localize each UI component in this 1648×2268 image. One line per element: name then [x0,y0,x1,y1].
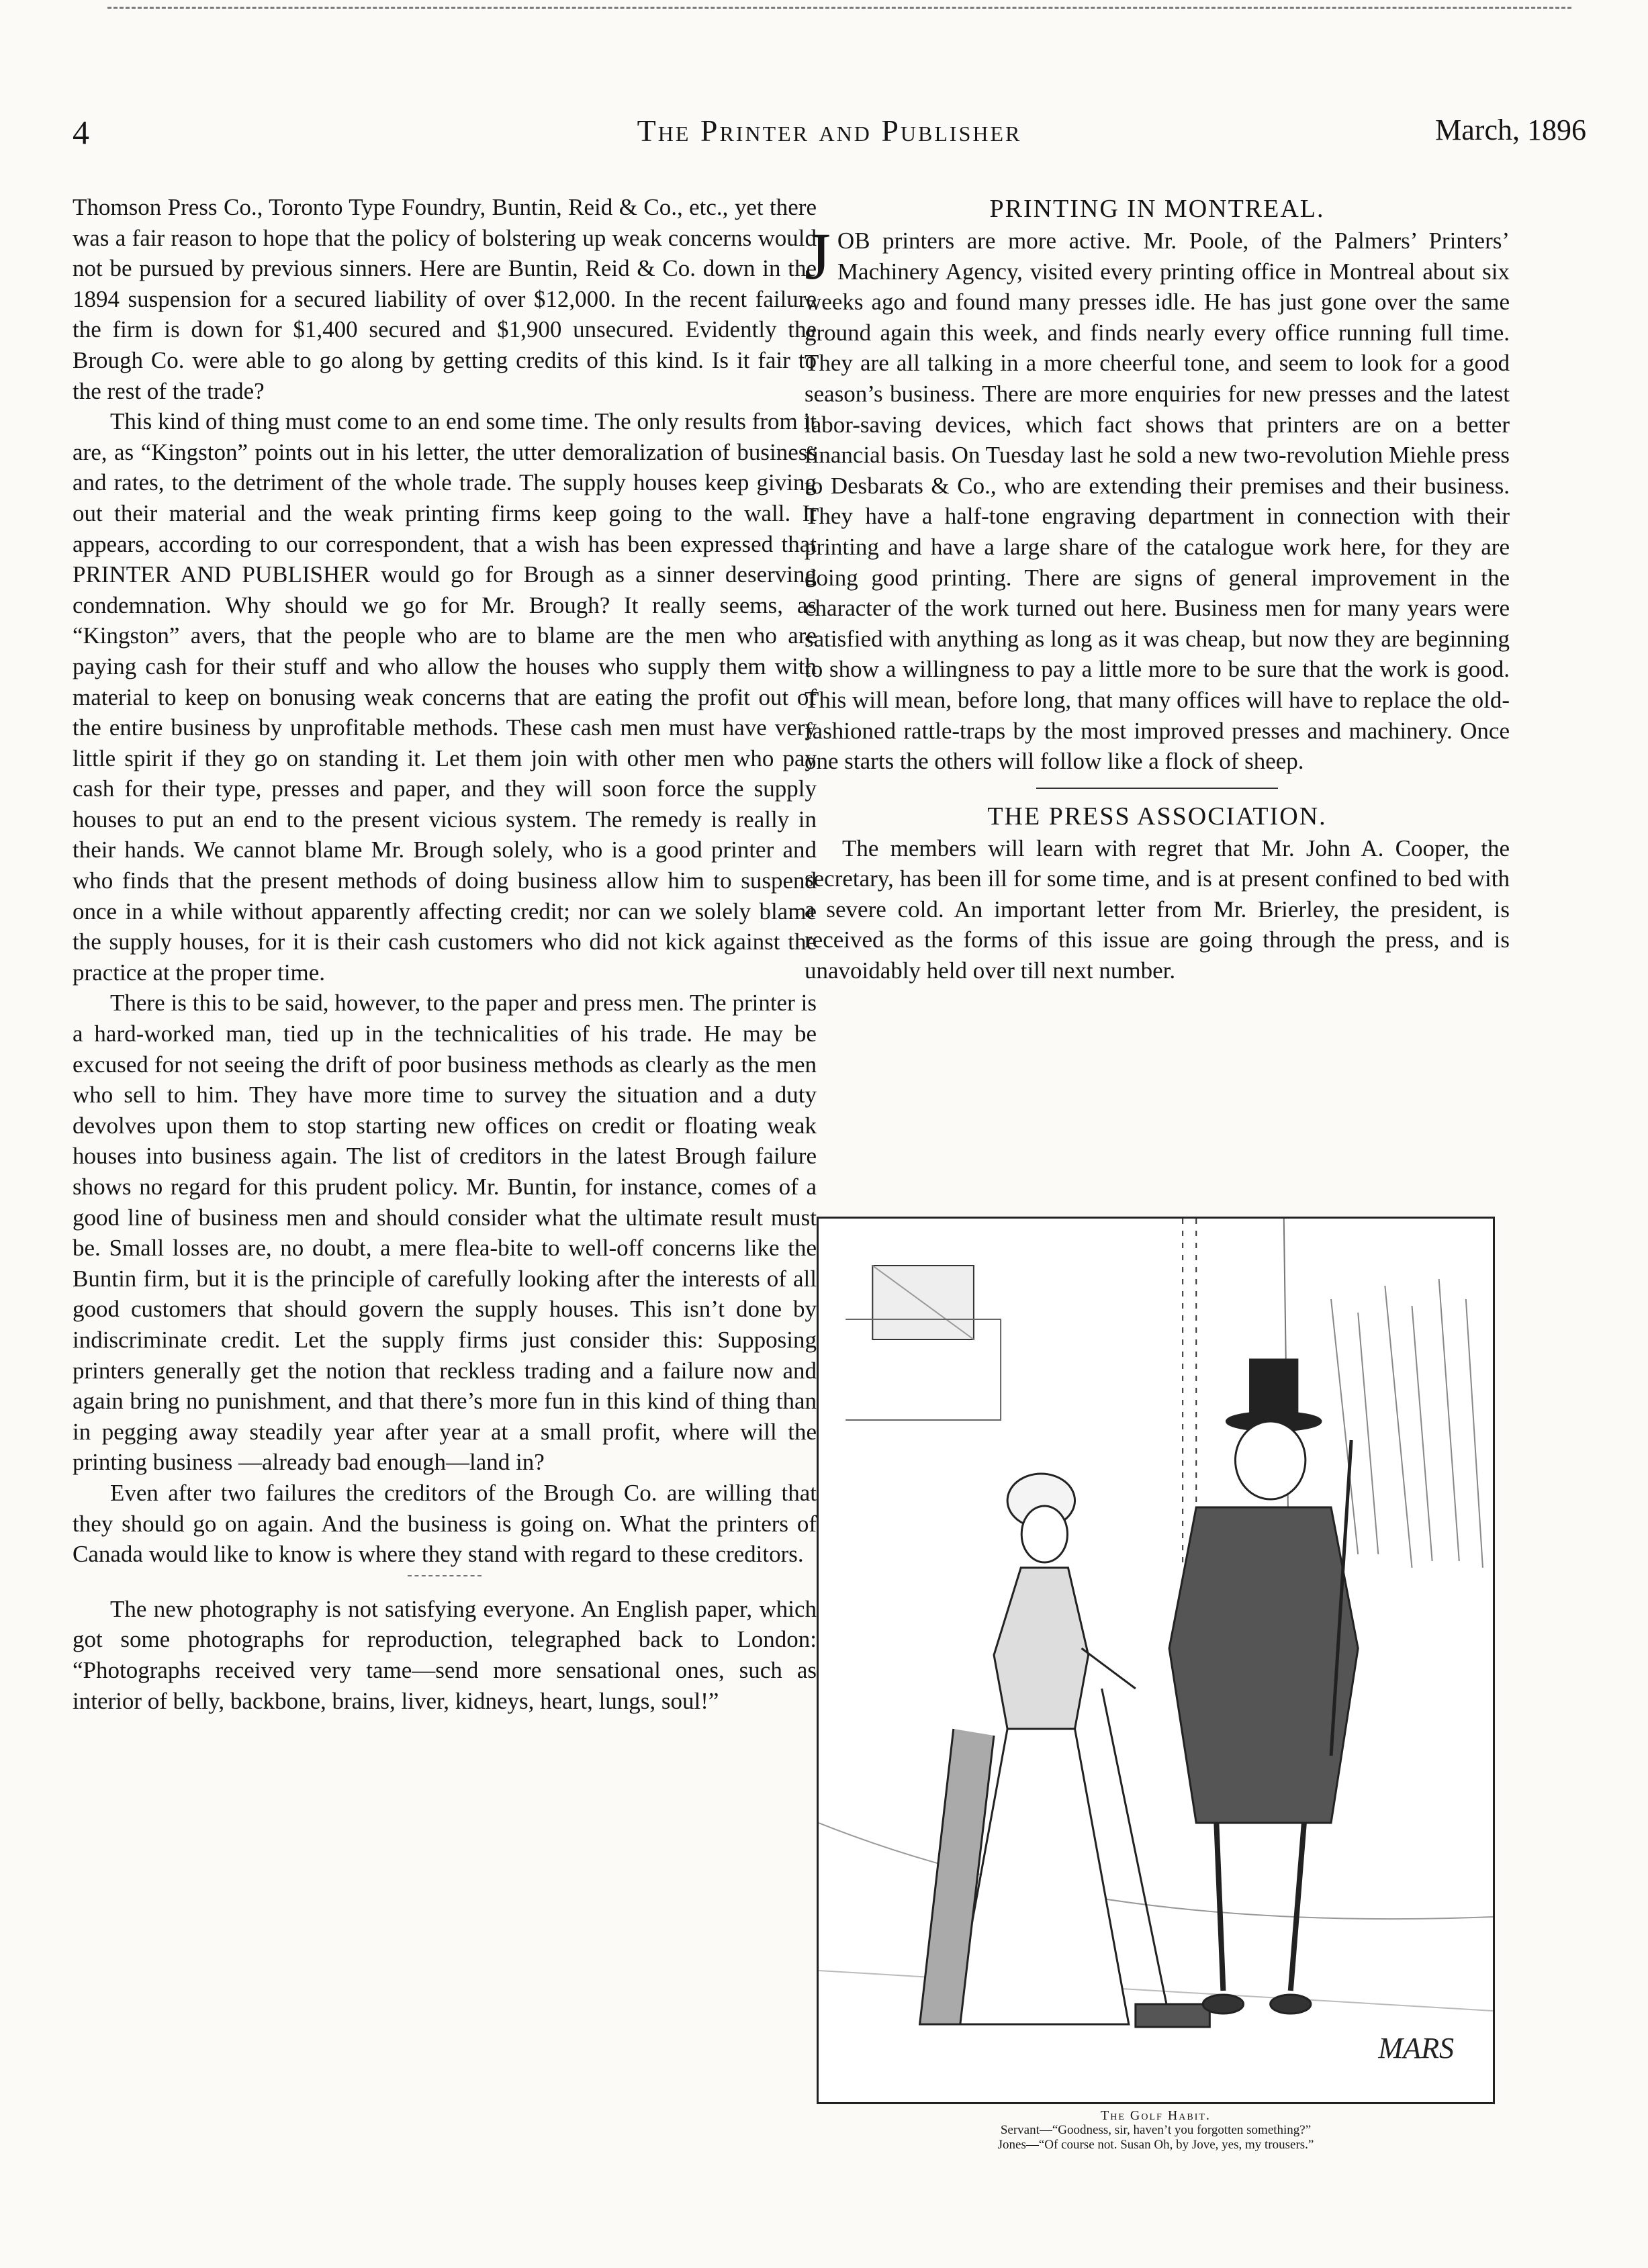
illustration-drawing [819,1219,1493,2102]
caption-line-2: Jones—“Of course not. Susan Oh, by Jove, yes, my trousers.” [997,2138,1314,2152]
left-paragraph-1: Thomson Press Co., Toronto Type Foundry, Buntin, Reid & Co., etc., yet there was a fair reason to hope that the policy of bolstering up weak concerns would not be pursued by previous sinners. Here are Buntin, Reid & Co. down in the 1894 suspension for a secured liability of over $12,000. In the recent failure the firm is down for $1,400 secured and $1,900 unsecured. Evidently the Brough Co. were able to go along by getting credits of this kind. Is it fair to the rest of the trade? [73,194,817,404]
left-column [73,192,817,1716]
press-association-heading: THE PRESS ASSOCIATION. [987,802,1327,831]
press-association-text: The members will learn with regret that Mr. John A. Cooper, the secretary, has been ill for some time, and is at present confined to bed with a severe cold. An important letter from Mr. Brierley, the president, is received as the forms of this issue are going through the press, and is unavoidably held over till next number. [805,835,1510,984]
running-header [73,113,1586,160]
left-paragraph-3: There is this to be said, however, to the paper and press men. The printer is a hard-worked man, tied up in the technicalities of his trade. He may be excused for not seeing the drift of poor business methods as clearly as the men who sell to him. They have more time to survey the situation and a duty devolves upon them to stop starting new offices on credit or floating weak houses into business again. The list of creditors in the latest Brough failure shows no regard for this prudent policy. Mr. Buntin, for instance, comes of a good line of business men and should consider what the ultimate result must be. Small losses are, no doubt, a mere flea-bite to well-off concerns like the Buntin firm, but it is the principle of carefully looking after the interests of all good customers that should govern the supply houses. This isn’t done by indiscriminate credit. Let the supply firms just consider this: Supposing printers generally get the notion that reckless trading and a failure now and again bring no punishment, and that there’s more fun in this kind of thing than in pegging away steadily year after year at a small profit, where will the printing business —already bad enough—land in? [73,990,817,1476]
publication-title: The Printer and Publisher [637,113,1022,148]
golf-habit-illustration [817,1217,1495,2104]
top-scan-rule [107,7,1571,13]
section-rule [1036,788,1278,789]
left-paragraph-4: Even after two failures the creditors of the Brough Co. are willing that they should go on again. And the business is going on. What the printers of Canada would like to know is where they stand with regard to these creditors. [73,1479,817,1568]
new-photography-paragraph: The new photography is not satisfying everyone. An English paper, which got some photographs for reproduction, telegraphed back to London: “Photographs received very tame—send more sensational ones, such as interior of belly, backbone, brains, liver, kidneys, heart, lungs, soul!” [73,1595,817,1714]
section-divider [408,1575,482,1576]
page-number: 4 [73,113,89,151]
illustration-caption [817,2108,1495,2153]
issue-date: March, 1896 [1435,113,1586,146]
artist-signature: MARS [1378,2032,1455,2065]
montreal-text: OB printers are more active. Mr. Poole, of the Palmers’ Printers’ Machinery Agency, visited every printing office in Montreal about six weeks ago and found many presses idle. He has just gone over the same ground again this week, and finds nearly every office running full time. They are all talking in a more cheerful tone, and seem to look for a good season’s business. There are more enquiries for new presses and the latest labor-saving devices, which fact shows that printers are on a better financial basis. On Tuesday last he sold a new two-revolution Miehle press to Desbarats & Co., who are extending their premises and their business. They have a half-tone engraving department in connection with their printing and have a large share of the catalogue work here, for they are doing good printing. There are signs of general improvement in the character of the work turned out here. Business men for many years were satisfied with anything as long as it was cheap, but now they are beginning to show a willingness to pay a little more to be sure that the work is good. This will mean, before long, that many offices will have to replace the old-fashioned rattle-traps by the most improved presses and machinery. Once one starts the others will follow like a flock of sheep. [805,228,1510,775]
drop-cap: J [805,219,831,293]
caption-line-1: Servant—“Goodness, sir, haven’t you forgotten something?” [1000,2123,1312,2137]
caption-title: The Golf Habit. [1101,2108,1211,2123]
right-column [805,192,1510,986]
left-paragraph-2: This kind of thing must come to an end some time. The only results from it are, as “Kingston” points out in his letter, the utter demoralization of business and rates, to the detriment of the whole trade. The supply houses keep giving out their material and the weak printing firms keep going to the wall. It appears, according to our correspondent, that a wish has been expressed that PRINTER AND PUBLISHER would go for Brough as a sinner deserving condemnation. Why should we go for Mr. Brough? It really seems, as “Kingston” avers, that the people who are to blame are the men who are paying cash for their stuff and who allow the houses who supply them with material to keep on bonusing weak concerns that are eating the profit out of the entire business by unprofitable methods. These cash men must have very little spirit if they go on standing it. Let them join with other men who pay cash for their type, presses and paper, and they will soon force the supply houses to put an end to the present vicious system. The remedy is really in their hands. We cannot blame Mr. Brough solely, who is a good printer and who finds that the present methods of doing business allow him to suspend once in a while without apparently affecting credit; nor can we solely blame the supply houses, for it is their cash customers who did not kick against the practice at the proper time. [73,408,817,986]
montreal-heading: PRINTING IN MONTREAL. [989,195,1325,223]
